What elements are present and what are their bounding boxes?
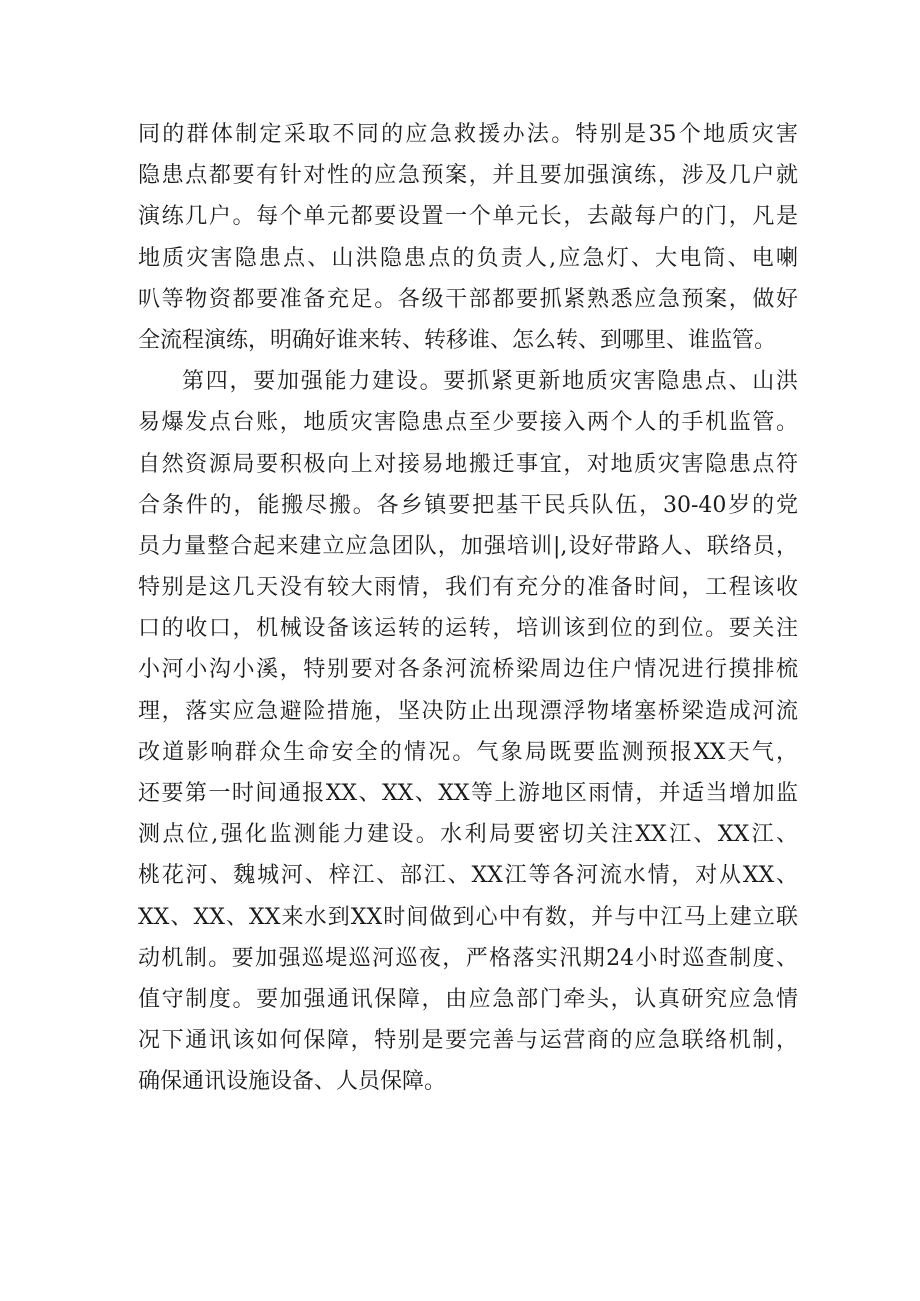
text-line: 动机制。要加强巡堤巡河巡夜，严格落实汛期24小时巡查制度、 <box>138 945 798 971</box>
text-line: 同的群体制定采取不同的应急救援办法。特别是35个地质灾害 <box>138 122 798 147</box>
text-line: 自然资源局要积极向上对接易地搬迁事宜，对地质灾害隐患点符 <box>138 451 798 477</box>
text-line: 测点位,强化监测能力建设。水利局要密切关注XX江、XX江、 <box>138 822 798 848</box>
text-line: 全流程演练，明确好谁来转、转移谁、怎么转、到哪里、谁监管。 <box>138 327 777 353</box>
text-line: 演练几户。每个单元都要设置一个单元长，去敲每户的门，凡是 <box>138 204 798 230</box>
text-line: 值守制度。要加强通讯保障，由应急部门牵头，认真研究应急情 <box>138 986 798 1012</box>
text-line: 确保通讯设施设备、人员保障。 <box>138 1069 447 1095</box>
text-line: 合条件的，能搬尽搬。各乡镇要把基干民兵队伍，30-40岁的党 <box>138 492 798 518</box>
text-line: 叭等物资都要准备充足。各级干部都要抓紧熟悉应急预案，做好 <box>138 286 798 312</box>
text-line: 易爆发点台账，地质灾害隐患点至少要接入两个人的手机监管。 <box>138 410 798 436</box>
text-line: 特别是这几天没有较大雨情，我们有充分的准备时间，工程该收 <box>138 575 798 601</box>
text-line: 理，落实应急避险措施，坚决防止出现漂浮物堵塞桥梁造成河流 <box>138 698 798 724</box>
text-line: 还要第一时间通报XX、XX、XX等上游地区雨情，并适当增加监 <box>138 781 798 806</box>
text-line: 隐患点都要有针对性的应急预案，并且要加强演练，涉及几户就 <box>138 163 798 189</box>
text-line: XX、XX、XX来水到XX时间做到心中有数，并与中江马上建立联 <box>138 904 798 930</box>
text-line: 小河小沟小溪，特别要对各条河流桥梁周边住户情况进行摸排梳 <box>138 657 798 683</box>
paragraph-start-line: 第四，要加强能力建设。要抓紧更新地质灾害隐患点、山洪 <box>182 369 798 395</box>
document-body <box>138 114 798 1103</box>
text-line: 况下通讯该如何保障，特别是要完善与运营商的应急联络机制， <box>138 1028 798 1054</box>
text-line: 地质灾害隐患点、山洪隐患点的负责人,应急灯、大电筒、电喇 <box>138 245 798 271</box>
text-line: 口的收口，机械设备该运转的运转，培训该到位的到位。要关注 <box>138 616 798 642</box>
text-line: 改道影响群众生命安全的情况。气象局既要监测预报XX天气， <box>138 739 798 765</box>
text-line: 桃花河、魏城河、梓江、部江、XX江等各河流水情，对从XX、 <box>138 863 798 889</box>
text-line: 员力量整合起来建立应急团队，加强培训|,设好带路人、联络员， <box>138 533 798 559</box>
